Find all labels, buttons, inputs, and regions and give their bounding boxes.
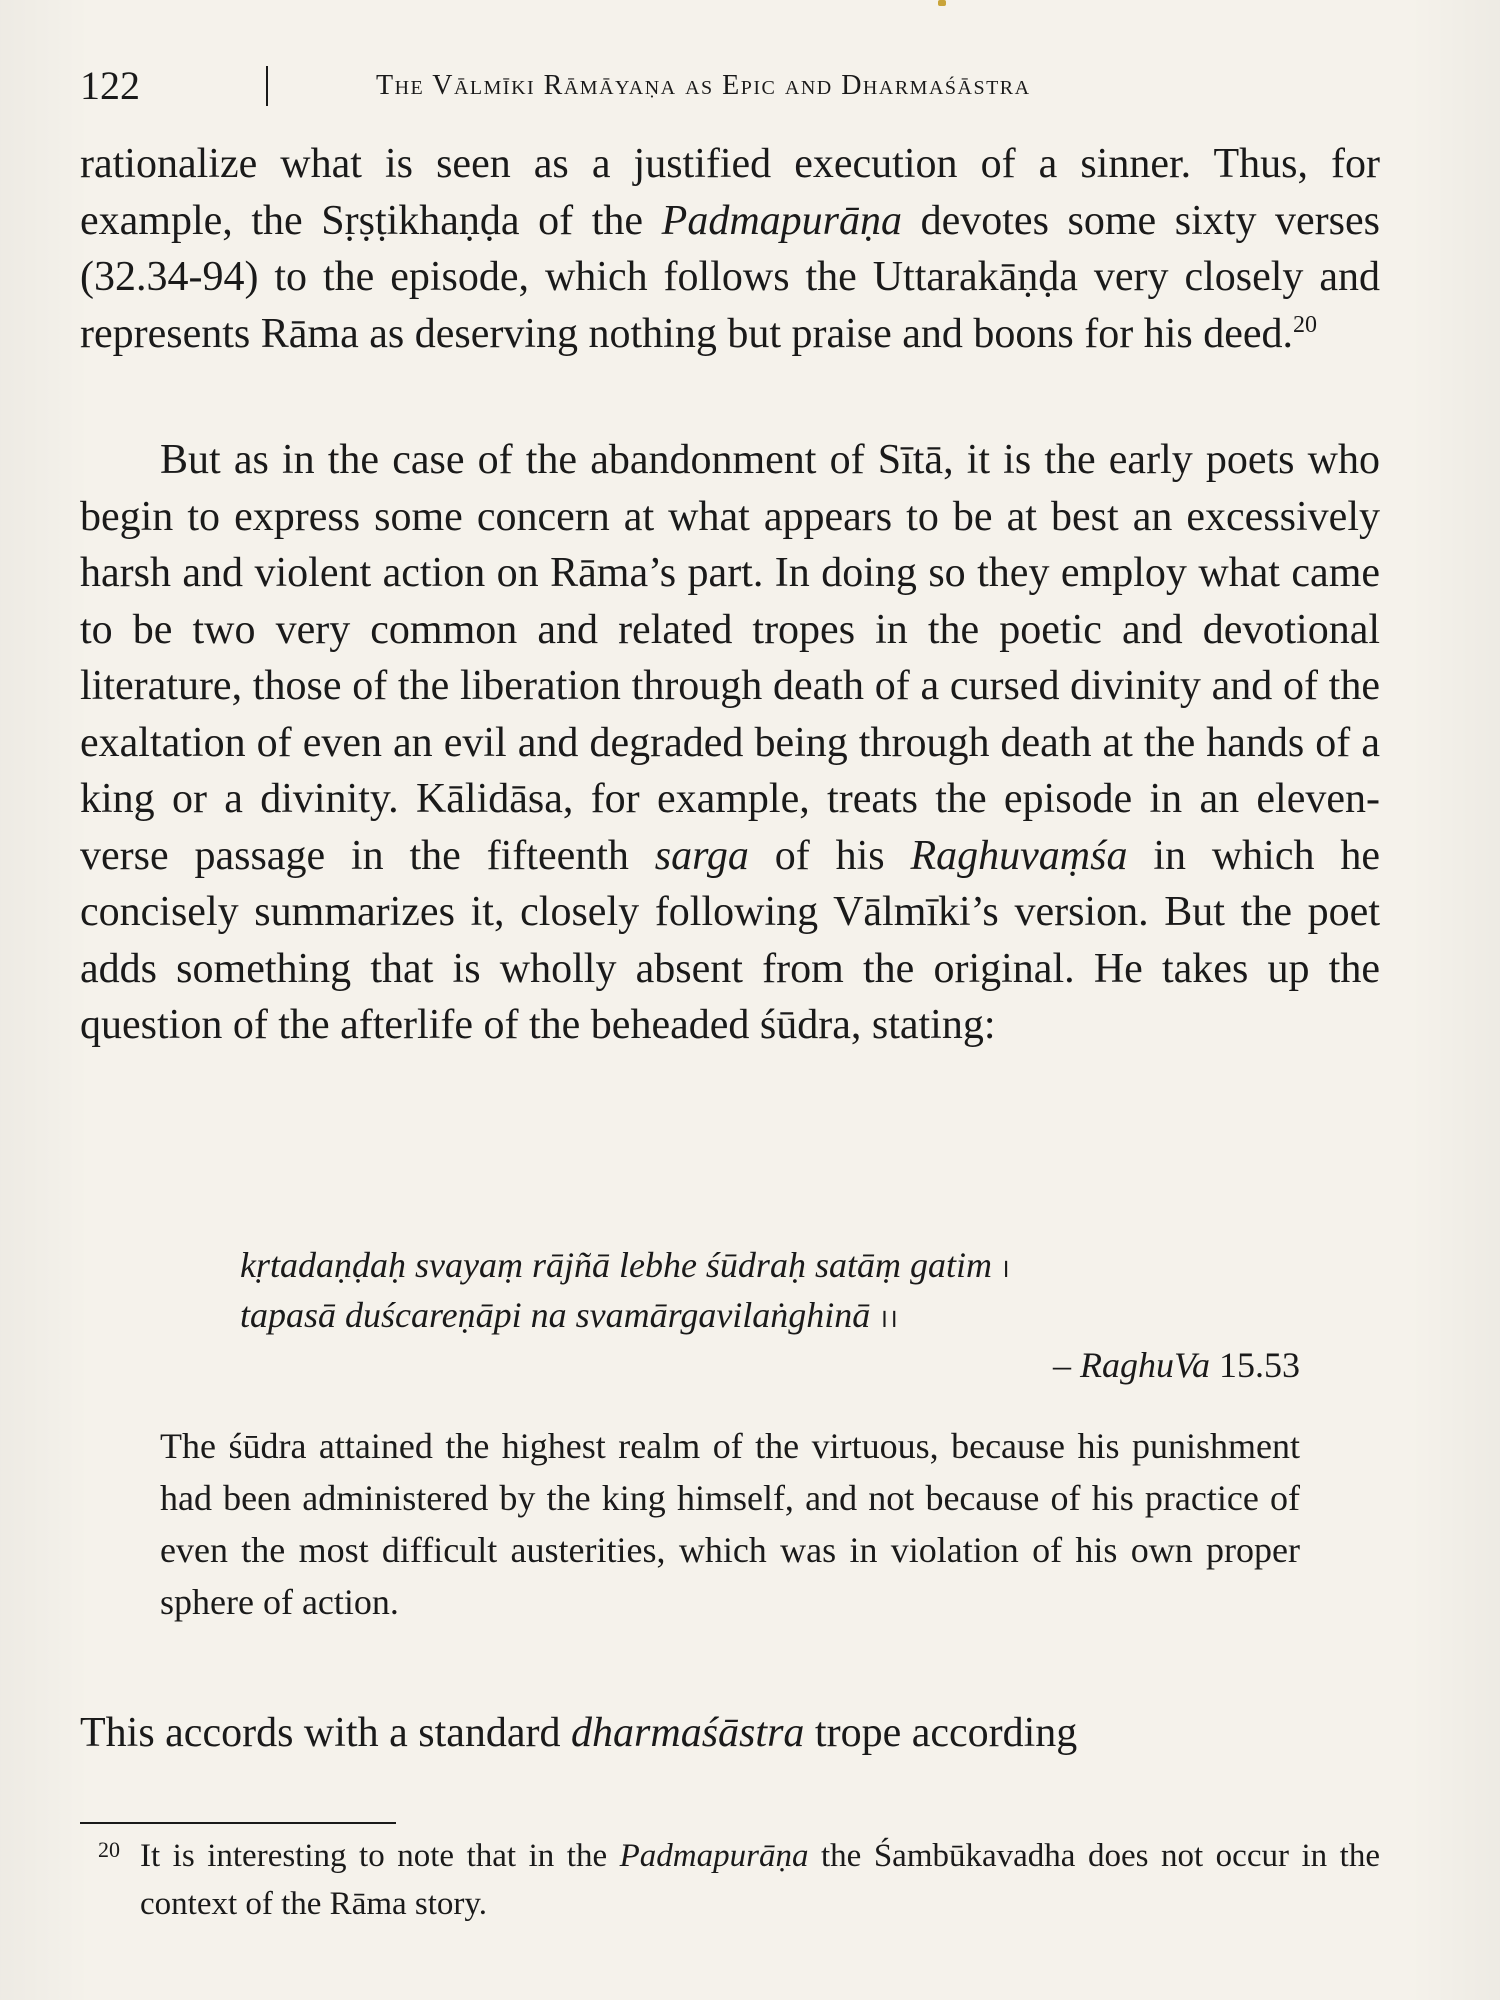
paragraph-1-text-a: rationalize what is seen as a justified execution of a sinner. Thus, for example, the Sṛṣṭikhaṇḍa of the [80, 141, 1380, 244]
page-header [80, 56, 1380, 116]
paragraph-3 [80, 1705, 1380, 1762]
verse-translation: The śūdra attained the highest realm of the virtuous, because his punishment had been administered by the king himself, and not because of his practice of even the most difficult austerities, which was in violation of his own proper sphere of action. [160, 1426, 1300, 1622]
verse-source [240, 1340, 1300, 1390]
verse-line-1 [240, 1240, 1300, 1290]
paragraph-2-text-a: But as in the case of the abandonment of Sītā, it is the early poets who begin to express some concern at what appears to be at best an excessively harsh and violent action on Rāma’s part. In doing so they employ what came to be two very common and related tropes in the poetic and devotional literature, those of the liberation through death of a cursed divinity and of the exaltation of even an evil and degraded being through death at the hands of a king or a divinity. Kālidāsa, for example, treats the episode in an eleven-verse passage in the fifteenth [80, 437, 1380, 879]
paragraph-2-italic-a: sarga [654, 832, 749, 879]
running-title: The Vālmīki Rāmāyaṇa as Epic and Dharmaśāstra [376, 70, 1031, 101]
verse-source-title: RaghuVa [1080, 1345, 1210, 1385]
page-top-mark [938, 0, 946, 6]
paragraph-3-text-b: trope according [804, 1710, 1078, 1756]
page-number: 122 [80, 63, 140, 108]
footnote-reference: 20 [1293, 311, 1318, 338]
paragraph-3-italic-a: dharmaśāstra [571, 1710, 805, 1756]
verse-line-1-danda: । [999, 1254, 1010, 1283]
verse-source-ref: 15.53 [1210, 1345, 1300, 1385]
paragraph-2-italic-b: Raghuvaṃśa [910, 832, 1128, 879]
verse-line-2-danda: ।। [878, 1304, 899, 1333]
footnote-text-a: It is interesting to note that in the [140, 1838, 620, 1874]
footnote-marker: 20 [98, 1837, 120, 1862]
footnote-italic-a: Padmapurāṇa [619, 1838, 809, 1874]
footnote-rule [80, 1822, 396, 1824]
header-separator [266, 66, 268, 106]
paragraph-3-text-a: This accords with a standard [80, 1710, 572, 1756]
verse-line-2 [240, 1290, 1300, 1340]
paragraph-2-text-c: in which he concisely summarizes it, closely following Vālmīki’s version. But the poet adds something that is wholly absent from the original. He takes up the question of the afterlife of the beheaded śūdra, stating: [80, 832, 1380, 1048]
sanskrit-verse [240, 1240, 1300, 1390]
footnote-20 [98, 1832, 1380, 1928]
verse-line-1-text: kṛtadaṇḍaḥ svayaṃ rājñā lebhe śūdraḥ satāṃ gatim [240, 1245, 992, 1285]
paragraph-2 [80, 432, 1380, 1054]
footnote-text-b: the Śambūkavadha does not occur in the context of the Rāma story. [140, 1838, 1380, 1922]
paragraph-1 [80, 136, 1380, 362]
verse-line-2-text: tapasā duścareṇāpi na svamārgavilaṅghinā [240, 1295, 871, 1335]
paragraph-1-italic-a: Padmapurāṇa [661, 197, 903, 244]
paragraph-2-text-b: of his [748, 832, 911, 879]
paragraph-1-text-b: devotes some sixty verses (32.34-94) to the episode, which follows the Uttarakāṇḍa very closely and represents Rāma as deserving nothing but praise and boons for his deed. [80, 197, 1380, 357]
verse-source-dash: – [1053, 1345, 1080, 1385]
